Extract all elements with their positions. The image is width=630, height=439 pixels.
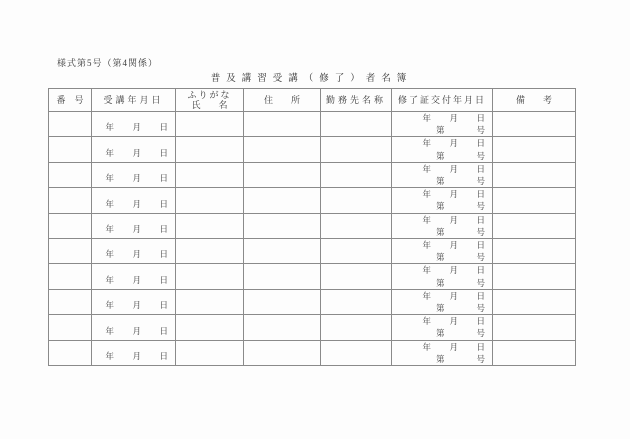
number-cell: [49, 239, 92, 264]
attend-date-cell: [92, 188, 176, 213]
furigana-label: ふりがな: [187, 90, 232, 100]
cert-number-placeholder: 第 号: [435, 176, 490, 187]
issue-date-placeholder: 年 月 日: [422, 265, 490, 276]
table-row: [49, 264, 576, 289]
number-cell: [49, 213, 92, 238]
issue-date-placeholder: 年 月 日: [422, 138, 490, 149]
col-header-remarks: 備 考: [493, 89, 576, 112]
address-cell: [244, 188, 321, 213]
number-cell: [49, 264, 92, 289]
remarks-cell: [493, 213, 576, 238]
table-header: [49, 89, 576, 112]
cert-date-cell: [392, 264, 493, 289]
attend-date-cell: [92, 289, 176, 314]
workplace-cell: [321, 213, 392, 238]
number-cell: [49, 289, 92, 314]
remarks-cell: [493, 289, 576, 314]
cert-date-cell: [392, 213, 493, 238]
table-row: [49, 137, 576, 162]
page-title: 普及講習受講（修了）者名簿: [210, 74, 413, 84]
cert-number-placeholder: 第 号: [435, 201, 490, 212]
remarks-cell: [493, 239, 576, 264]
table-row: [49, 289, 576, 314]
attend-date-placeholder: 年 月 日: [105, 198, 173, 209]
address-cell: [244, 315, 321, 340]
number-cell: [49, 340, 92, 365]
issue-date-placeholder: 年 月 日: [422, 163, 490, 174]
remarks-cell: [493, 264, 576, 289]
cert-number-placeholder: 第 号: [435, 150, 490, 161]
cert-date-cell: [392, 188, 493, 213]
cert-number-placeholder: 第 号: [435, 303, 490, 314]
cert-date-cell: [392, 340, 493, 365]
remarks-cell: [493, 137, 576, 162]
col-header-number: 番 号: [49, 89, 92, 112]
attend-date-placeholder: 年 月 日: [105, 224, 173, 235]
attend-date-cell: [92, 239, 176, 264]
attend-date-cell: [92, 162, 176, 187]
address-cell: [244, 264, 321, 289]
name-cell: [176, 315, 244, 340]
attend-date-placeholder: 年 月 日: [105, 173, 173, 184]
address-cell: [244, 162, 321, 187]
number-cell: [49, 137, 92, 162]
name-label: 氏 名: [191, 100, 228, 110]
cert-date-cell: [392, 137, 493, 162]
attend-date-cell: [92, 315, 176, 340]
col-header-workplace: 勤務先名称: [321, 89, 392, 112]
attend-date-cell: [92, 137, 176, 162]
number-cell: [49, 188, 92, 213]
attend-date-cell: [92, 213, 176, 238]
table-row: [49, 340, 576, 365]
name-cell: [176, 289, 244, 314]
cert-number-placeholder: 第 号: [435, 328, 490, 339]
attend-date-placeholder: 年 月 日: [105, 249, 173, 260]
attend-date-cell: [92, 112, 176, 137]
address-cell: [244, 137, 321, 162]
number-cell: [49, 162, 92, 187]
cert-number-placeholder: 第 号: [435, 277, 490, 288]
number-cell: [49, 112, 92, 137]
issue-date-placeholder: 年 月 日: [422, 290, 490, 301]
cert-number-placeholder: 第 号: [435, 252, 490, 263]
cert-date-cell: [392, 239, 493, 264]
name-cell: [176, 239, 244, 264]
cert-date-cell: [392, 162, 493, 187]
table-row: [49, 112, 576, 137]
cert-number-placeholder: 第 号: [435, 353, 490, 364]
issue-date-placeholder: 年 月 日: [422, 341, 490, 352]
issue-date-placeholder: 年 月 日: [422, 240, 490, 251]
cert-date-cell: [392, 315, 493, 340]
remarks-cell: [493, 162, 576, 187]
attend-date-placeholder: 年 月 日: [105, 274, 173, 285]
table-row: [49, 188, 576, 213]
table-row: [49, 315, 576, 340]
col-header-cert-date: 修了証交付年月日: [392, 89, 493, 112]
issue-date-placeholder: 年 月 日: [422, 214, 490, 225]
attend-date-placeholder: 年 月 日: [105, 147, 173, 158]
table-row: [49, 239, 576, 264]
name-cell: [176, 162, 244, 187]
workplace-cell: [321, 112, 392, 137]
address-cell: [244, 289, 321, 314]
attend-date-placeholder: 年 月 日: [105, 325, 173, 336]
workplace-cell: [321, 315, 392, 340]
workplace-cell: [321, 162, 392, 187]
workplace-cell: [321, 289, 392, 314]
attend-date-placeholder: 年 月 日: [105, 351, 173, 362]
workplace-cell: [321, 239, 392, 264]
name-cell: [176, 264, 244, 289]
address-cell: [244, 239, 321, 264]
number-cell: [49, 315, 92, 340]
remarks-cell: [493, 188, 576, 213]
cert-date-cell: [392, 112, 493, 137]
workplace-cell: [321, 137, 392, 162]
attend-date-placeholder: 年 月 日: [105, 122, 173, 133]
issue-date-placeholder: 年 月 日: [422, 316, 490, 327]
attend-date-cell: [92, 264, 176, 289]
header-row: [49, 89, 576, 112]
cert-number-placeholder: 第 号: [435, 125, 490, 136]
table-row: [49, 213, 576, 238]
remarks-cell: [493, 315, 576, 340]
form-number-label: 様式第5号（第4関係）: [57, 58, 159, 68]
workplace-cell: [321, 188, 392, 213]
roster-table: [48, 88, 576, 366]
cert-number-placeholder: 第 号: [435, 226, 490, 237]
name-cell: [176, 213, 244, 238]
address-cell: [244, 112, 321, 137]
table-row: [49, 162, 576, 187]
attend-date-cell: [92, 340, 176, 365]
remarks-cell: [493, 112, 576, 137]
issue-date-placeholder: 年 月 日: [422, 189, 490, 200]
name-cell: [176, 137, 244, 162]
address-cell: [244, 213, 321, 238]
name-cell: [176, 188, 244, 213]
address-cell: [244, 340, 321, 365]
issue-date-placeholder: 年 月 日: [422, 113, 490, 123]
col-header-address: 住 所: [244, 89, 321, 112]
remarks-cell: [493, 340, 576, 365]
name-cell: [176, 340, 244, 365]
col-header-name: [176, 89, 244, 112]
workplace-cell: [321, 264, 392, 289]
cert-date-cell: [392, 289, 493, 314]
col-header-attend-date: 受講年月日: [92, 89, 176, 112]
name-cell: [176, 112, 244, 137]
table-body: [49, 112, 576, 366]
attend-date-placeholder: 年 月 日: [105, 300, 173, 311]
workplace-cell: [321, 340, 392, 365]
